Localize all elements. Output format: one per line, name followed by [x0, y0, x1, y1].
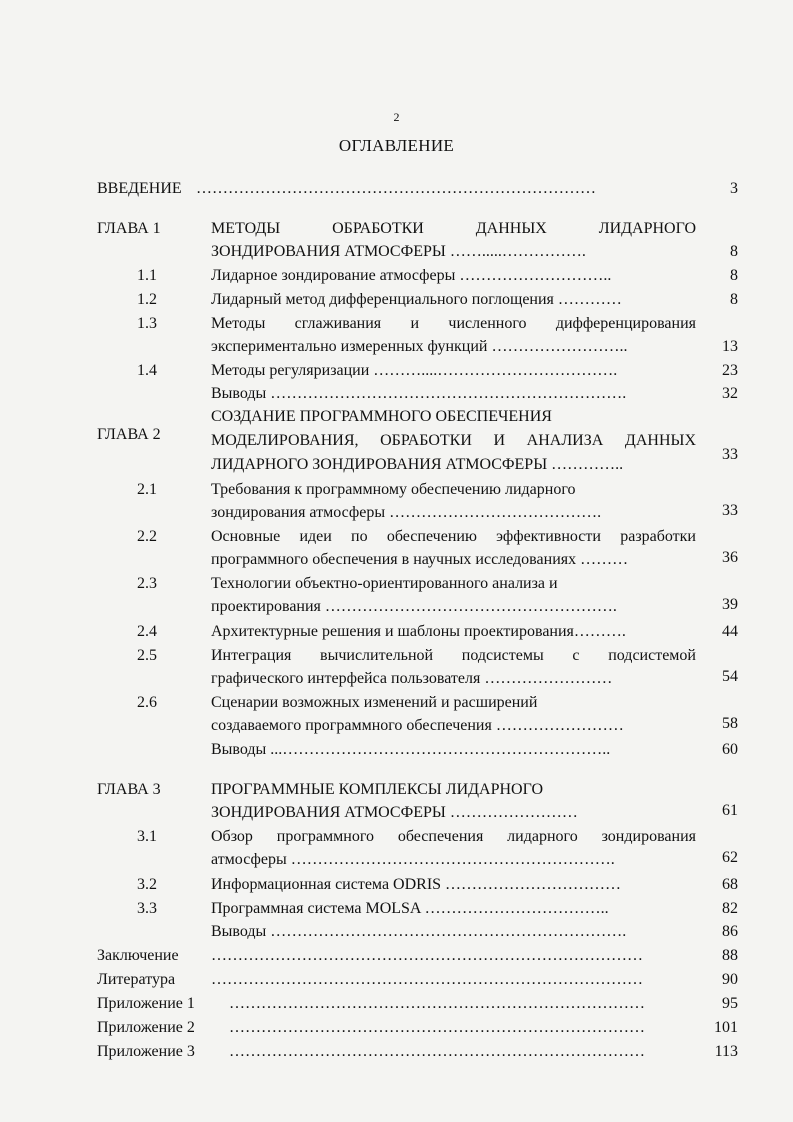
- toc-section-2-1-title-line2: зондирования атмосферы ………………………………….: [211, 504, 602, 521]
- toc-section-1-3-page: 13: [722, 338, 738, 355]
- toc-section-1-2-number: 1.2: [137, 291, 157, 308]
- toc-section-3-2-page: 68: [722, 876, 738, 893]
- toc-section-1-3-title-line1: Методы сглаживания и численного дифференцирования: [211, 315, 696, 332]
- toc-chapter-3-title-line2: ЗОНДИРОВАНИЯ АТМОСФЕРЫ ……………………: [211, 804, 578, 821]
- toc-section-1-4-number: 1.4: [137, 362, 157, 379]
- toc-section-2-1-number: 2.1: [137, 481, 157, 498]
- toc-appendix-2-leader: ……………………………………………………………………: [229, 1019, 645, 1036]
- toc-section-2-2-number: 2.2: [137, 528, 157, 545]
- toc-appendix-3-page: 113: [714, 1043, 738, 1060]
- toc-section-2-3-title-line2: проектирования ……………………………………………….: [211, 598, 617, 615]
- toc-chapter-3-conclusions: Выводы ………………………………………………………….: [211, 923, 627, 940]
- toc-section-3-2-title: Информационная система ODRIS ……………………………: [211, 876, 622, 893]
- toc-appendix-1-leader: ……………………………………………………………………: [229, 995, 645, 1012]
- toc-section-2-6-number: 2.6: [137, 694, 157, 711]
- toc-appendix-3-leader: ……………………………………………………………………: [229, 1043, 645, 1060]
- toc-literature-leader: ………………………………………………………………………: [211, 971, 643, 988]
- toc-section-1-1-title: Лидарное зондирование атмосферы ………………………..: [211, 267, 612, 284]
- toc-section-2-6-page: 58: [722, 715, 738, 732]
- toc-section-2-5-page: 54: [722, 668, 738, 685]
- toc-chapter-1-page: 8: [730, 243, 738, 260]
- toc-section-1-1-number: 1.1: [137, 267, 157, 284]
- toc-chapter-3-label: ГЛАВА 3: [97, 781, 161, 798]
- toc-chapter-1-conclusions-page: 32: [722, 385, 738, 402]
- toc-section-2-4-page: 44: [722, 623, 738, 640]
- toc-section-2-6-title-line1: Сценарии возможных изменений и расширений: [211, 694, 538, 711]
- toc-section-2-6-title-line2: создаваемого программного обеспечения ……………………: [211, 717, 624, 734]
- toc-literature-page: 90: [722, 971, 738, 988]
- toc-literature-label: Литература: [97, 971, 176, 988]
- toc-section-2-1-title-line1: Требования к программному обеспечению лидарного: [211, 481, 576, 498]
- toc-section-1-2-title: Лидарный метод дифференциального поглощения …………: [211, 291, 622, 308]
- toc-section-3-2-number: 3.2: [137, 876, 157, 893]
- toc-section-2-2-title-line2: программного обеспечения в научных исследованиях ………: [211, 551, 629, 568]
- toc-section-2-5-number: 2.5: [137, 647, 157, 664]
- toc-intro-page: 3: [730, 180, 738, 197]
- toc-conclusion-label: Заключение: [97, 947, 179, 964]
- toc-appendix-3-label: Приложение 3: [97, 1043, 195, 1060]
- toc-chapter-1-conclusions: Выводы ………………………………………………………….: [211, 385, 627, 402]
- toc-section-2-3-number: 2.3: [137, 575, 157, 592]
- toc-section-2-4-title: Архитектурные решения и шаблоны проектирования……….: [211, 623, 626, 640]
- toc-section-2-5-title-line1: Интеграция вычислительной подсистемы с подсистемой: [211, 647, 696, 664]
- toc-chapter-1-title-line1: МЕТОДЫ ОБРАБОТКИ ДАННЫХ ЛИДАРНОГО: [211, 220, 696, 237]
- toc-conclusion-leader: ………………………………………………………………………: [211, 947, 643, 964]
- toc-section-1-2-page: 8: [730, 291, 738, 308]
- toc-appendix-2-page: 101: [714, 1019, 738, 1036]
- toc-appendix-1-label: Приложение 1: [97, 995, 195, 1012]
- toc-chapter-1-label: ГЛАВА 1: [97, 220, 161, 237]
- toc-section-1-3-number: 1.3: [137, 315, 157, 332]
- page-title: ОГЛАВЛЕНИЕ: [338, 136, 455, 155]
- toc-section-2-3-title-line1: Технологии объектно-ориентированного анализа и: [211, 575, 558, 592]
- toc-chapter-1-title-line2: ЗОНДИРОВАНИЯ АТМОСФЕРЫ …….....…………….: [211, 243, 586, 260]
- toc-chapter-2-label: ГЛАВА 2: [97, 426, 161, 443]
- toc-section-3-1-title-line1: Обзор программного обеспечения лидарного зондирования: [211, 828, 696, 845]
- toc-intro-leader: …………………………………………………………………: [196, 180, 596, 197]
- page-number: 2: [393, 110, 400, 124]
- toc-section-1-3-title-line2: экспериментально измеренных функций ……………………..: [211, 338, 628, 355]
- toc-section-2-4-number: 2.4: [137, 623, 157, 640]
- toc-section-3-3-title: Программная система MOLSA ……………………………..: [211, 900, 609, 917]
- toc-section-3-3-number: 3.3: [137, 900, 157, 917]
- toc-section-1-1-page: 8: [730, 267, 738, 284]
- toc-chapter-2-conclusions-page: 60: [722, 741, 738, 758]
- toc-chapter-3-conclusions-page: 86: [722, 923, 738, 940]
- toc-appendix-1-page: 95: [722, 995, 738, 1012]
- toc-appendix-2-label: Приложение 2: [97, 1019, 195, 1036]
- toc-chapter-3-title-line1: ПРОГРАММНЫЕ КОМПЛЕКСЫ ЛИДАРНОГО: [211, 781, 544, 798]
- toc-intro-label: ВВЕДЕНИЕ: [97, 180, 182, 197]
- toc-section-3-1-title-line2: атмосферы …………………………………………………….: [211, 851, 615, 868]
- toc-section-1-4-title: Методы регуляризации ………....…………………………….: [211, 362, 618, 379]
- toc-section-2-2-page: 36: [722, 549, 738, 566]
- toc-conclusion-page: 88: [722, 947, 738, 964]
- toc-chapter-2-title-line3: ЛИДАРНОГО ЗОНДИРОВАНИЯ АТМОСФЕРЫ …………..: [211, 456, 624, 473]
- toc-section-2-3-page: 39: [722, 596, 738, 613]
- toc-section-2-5-title-line2: графического интерфейса пользователя ……………………: [211, 670, 613, 687]
- toc-section-3-1-number: 3.1: [137, 828, 157, 845]
- toc-chapter-2-page: 33: [722, 446, 738, 463]
- toc-chapter-2-conclusions: Выводы ...……………………………………………………..: [211, 741, 611, 758]
- toc-section-3-3-page: 82: [722, 900, 738, 917]
- toc-section-2-1-page: 33: [722, 502, 738, 519]
- toc-section-1-4-page: 23: [722, 362, 738, 379]
- toc-chapter-2-title-line1: СОЗДАНИЕ ПРОГРАММНОГО ОБЕСПЕЧЕНИЯ: [211, 408, 552, 425]
- toc-chapter-2-title-line2: МОДЕЛИРОВАНИЯ, ОБРАБОТКИ И АНАЛИЗА ДАННЫХ: [211, 432, 696, 449]
- toc-section-3-1-page: 62: [722, 849, 738, 866]
- toc-section-2-2-title-line1: Основные идеи по обеспечению эффективности разработки: [211, 528, 696, 545]
- toc-chapter-3-page: 61: [722, 802, 738, 819]
